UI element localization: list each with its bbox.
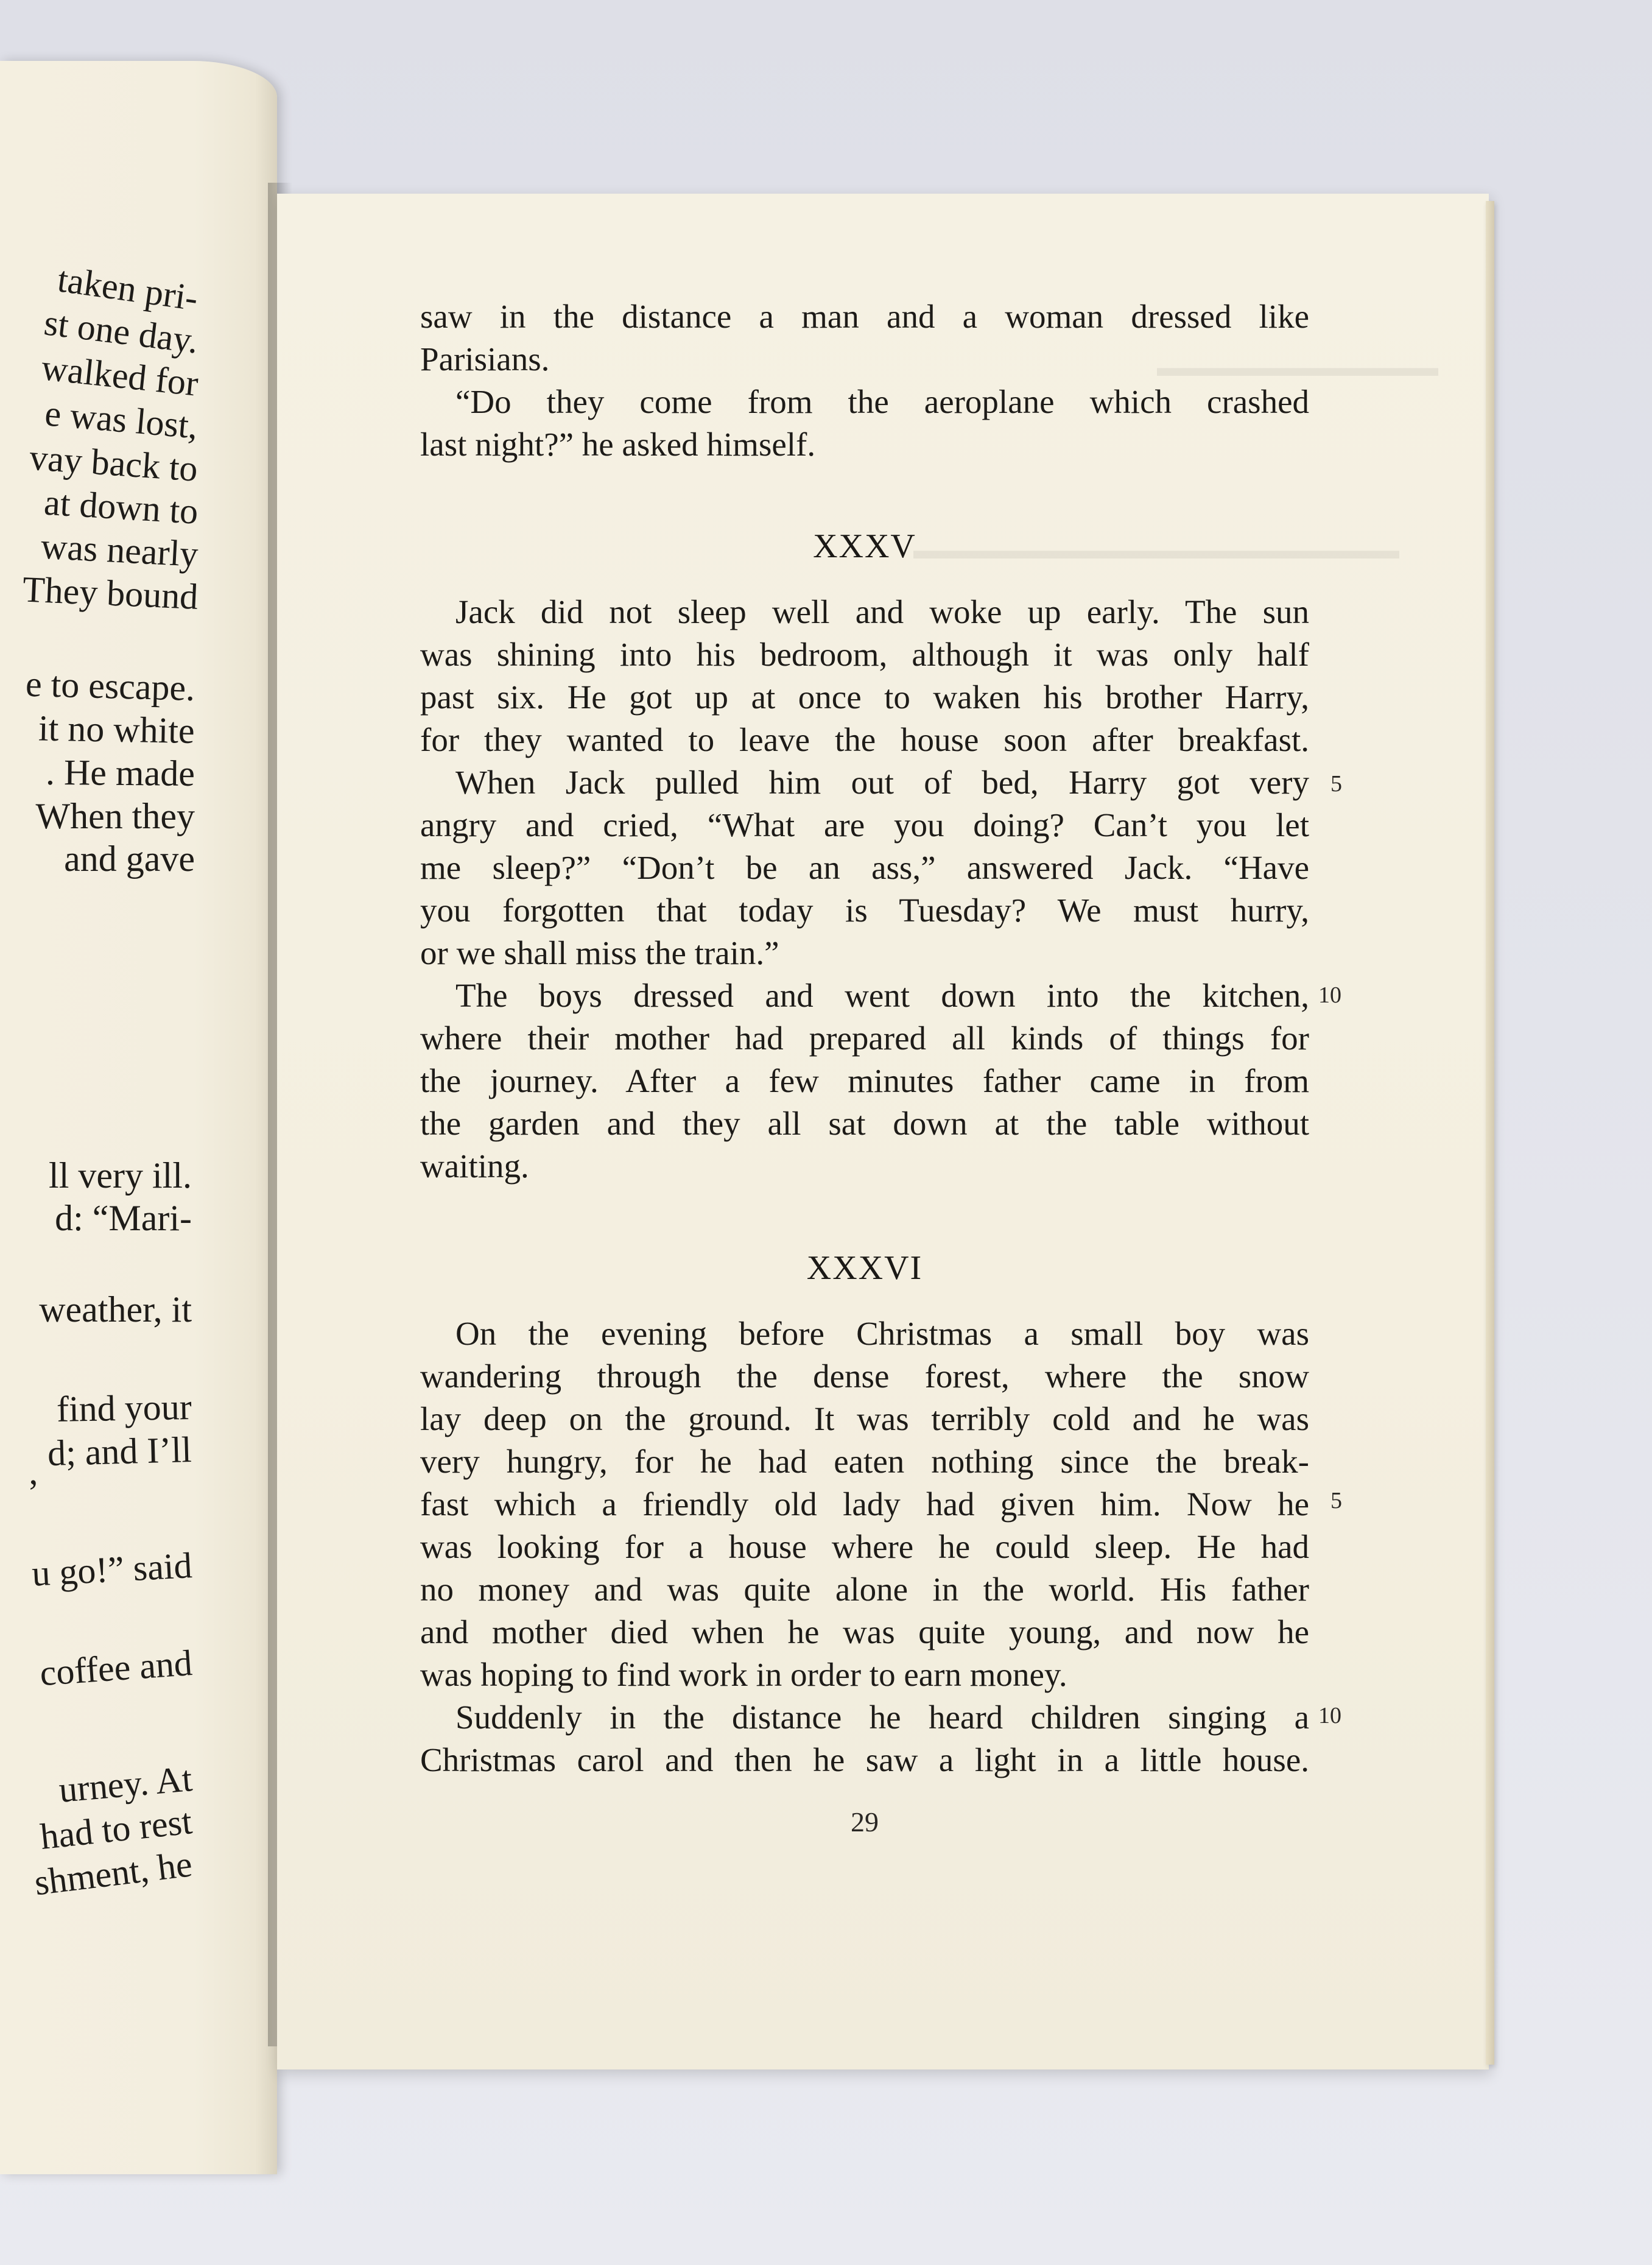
- text-line: When Jack pulled him out of bed, Harry got very: [455, 764, 1309, 801]
- left-page-line: taken pri-: [55, 259, 201, 319]
- text-line: was looking for a house where he could sleep. He had: [420, 1528, 1309, 1565]
- text-line: for they wanted to leave the house soon after breakfast.: [420, 721, 1309, 758]
- text-line: last night?” he asked himself.: [420, 426, 816, 463]
- left-page-line: walked for: [39, 347, 200, 404]
- left-page-line: urney. At: [57, 1758, 194, 1810]
- text-line: saw in the distance a man and a woman dressed like: [420, 298, 1309, 335]
- text-line: or we shall miss the train.”: [420, 934, 779, 971]
- text-line: waiting.: [420, 1147, 529, 1185]
- left-page-line: find your: [56, 1387, 192, 1429]
- left-page-line: vay back to: [28, 437, 200, 489]
- left-page-line: They bound: [21, 569, 199, 617]
- left-page-line: e to escape.: [25, 663, 195, 708]
- text-line: Suddenly in the distance he heard children singing a: [455, 1699, 1309, 1736]
- text-line: Jack did not sleep well and woke up early. The sun: [455, 593, 1309, 630]
- left-page-line: . He made: [45, 752, 195, 794]
- text-line: you forgotten that today is Tuesday? We must hurry,: [420, 892, 1309, 929]
- left-page-line: d; and I’ll: [47, 1429, 192, 1474]
- text-line: On the evening before Christmas a small boy was: [455, 1315, 1309, 1352]
- left-page-line: it no white: [38, 708, 195, 751]
- left-page-line: ll very ill.: [49, 1155, 192, 1196]
- section-36-body: [420, 1312, 1309, 1781]
- line-number: 10: [1318, 982, 1341, 1008]
- text-line: where their mother had prepared all kinds of things for: [420, 1020, 1309, 1057]
- show-through-decoration: ▬▬▬▬▬▬▬▬▬▬▬: [1157, 354, 1438, 382]
- opening-paragraph: [420, 295, 1309, 466]
- left-page-line: d: “Mari-: [55, 1198, 192, 1238]
- line-number: 5: [1330, 1488, 1342, 1513]
- show-through-decoration: ▬▬▬▬▬▬▬▬▬▬▬▬▬▬▬▬▬▬▬: [913, 537, 1399, 565]
- text-line: the journey. After a few minutes father came in from: [420, 1062, 1309, 1099]
- section-heading: XXXVI: [806, 1249, 923, 1287]
- text-line: no money and was quite alone in the world. His father: [420, 1571, 1309, 1608]
- text-line: The boys dressed and went down into the kitchen,: [455, 977, 1309, 1014]
- text-line: was hoping to find work in order to earn money.: [420, 1656, 1067, 1693]
- text-line: “Do they come from the aeroplane which crashed: [455, 383, 1309, 420]
- text-line: the garden and they all sat down at the table without: [420, 1105, 1309, 1142]
- page-number: 29: [851, 1806, 879, 1837]
- text-line: past six. He got up at once to waken his brother Harry,: [420, 678, 1309, 716]
- text-line: very hungry, for he had eaten nothing since the break-: [420, 1443, 1309, 1480]
- left-page-line: and gave: [64, 839, 195, 879]
- left-page-line: e was lost,: [43, 393, 200, 446]
- left-page-line: When they: [35, 796, 195, 836]
- left-page-line: at down to: [43, 482, 200, 532]
- line-number: 5: [1330, 771, 1342, 797]
- left-page-line: coffee and: [38, 1643, 194, 1694]
- text-line: Parisians.: [420, 340, 550, 378]
- text-line: lay deep on the ground. It was terribly cold and he was: [420, 1400, 1309, 1437]
- line-number: 10: [1318, 1703, 1341, 1728]
- text-line: angry and cried, “What are you doing? Can’t you let: [420, 806, 1309, 844]
- section-heading: XXXV: [813, 527, 916, 565]
- section-35-body: [420, 591, 1309, 1188]
- left-page-line: weather, it: [39, 1289, 192, 1330]
- text-line: and mother died when he was quite young, and now he: [420, 1613, 1309, 1650]
- left-page-line: shment, he: [32, 1844, 195, 1903]
- text-line: me sleep?” “Don’t be an ass,” answered Jack. “Have: [420, 849, 1309, 886]
- left-page: [0, 61, 277, 2174]
- text-line: Christmas carol and then he saw a light in a little house.: [420, 1741, 1309, 1778]
- left-page-line: was nearly: [40, 526, 199, 574]
- left-page-line: st one day.: [41, 302, 201, 361]
- left-page-line: ’: [26, 1472, 41, 1513]
- left-page-line: had to rest: [38, 1801, 194, 1857]
- left-page-line: u go!” said: [30, 1545, 193, 1594]
- text-line: fast which a friendly old lady had given him. Now he: [420, 1485, 1309, 1523]
- text-line: was shining into his bedroom, although it was only half: [420, 636, 1309, 673]
- text-line: wandering through the dense forest, where the snow: [420, 1358, 1309, 1395]
- page-edge: [1486, 201, 1494, 2065]
